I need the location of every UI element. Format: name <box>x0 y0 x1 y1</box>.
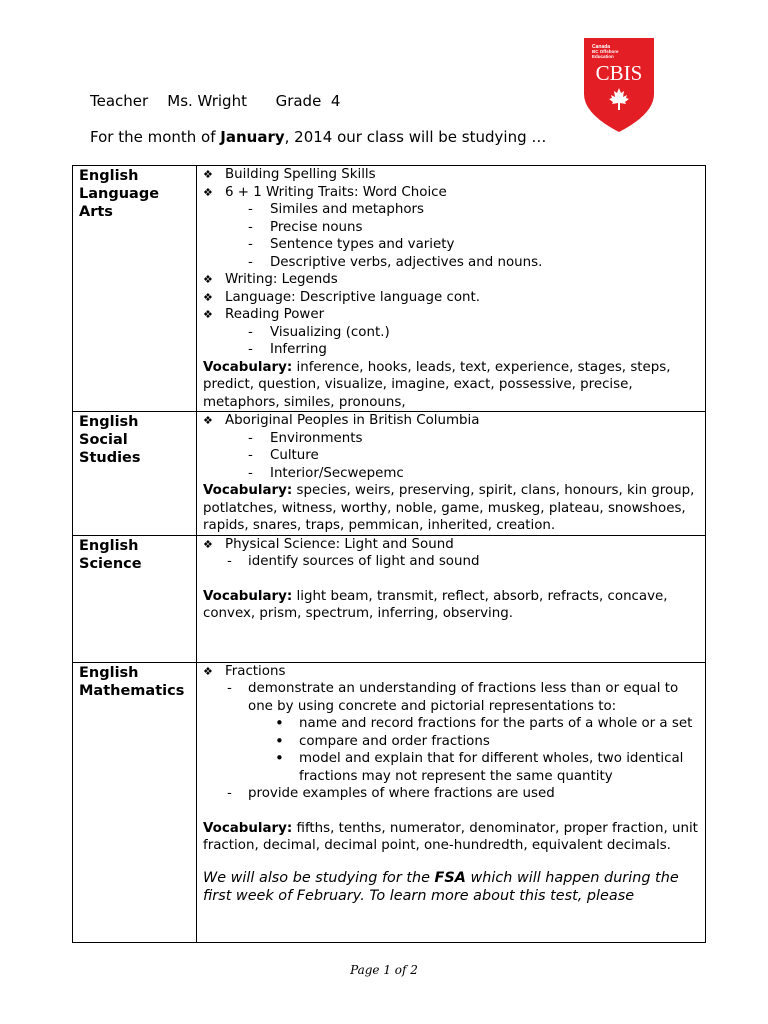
list-item: ❖ Reading Power <box>203 306 705 324</box>
list-item: ❖ Fractions <box>203 663 705 681</box>
content-cell <box>197 662 706 942</box>
list-item: ❖ Building Spelling Skills <box>203 166 705 184</box>
list-item: - Precise nouns <box>203 219 705 237</box>
page-number: Page 1 of 2 <box>350 963 418 977</box>
vocabulary: Vocabulary: inference, hooks, leads, text, experience, stages, steps, predict, question, visualize, imagine, exact, possessive, precise, metaphors, similes, pronouns, <box>203 359 671 410</box>
list-item: ❖ Writing: Legends <box>203 271 705 289</box>
list-item: ❖ Language: Descriptive language cont. <box>203 289 705 307</box>
list-item: - Inferring <box>203 341 705 359</box>
list-item: - Sentence types and variety <box>203 236 705 254</box>
teacher-label: Teacher <box>90 92 149 110</box>
svg-text:CBIS: CBIS <box>595 61 643 85</box>
grade-label: Grade <box>275 92 322 110</box>
list-item: • compare and order fractions <box>203 733 705 751</box>
list-item: - Interior/Secwepemc <box>203 465 705 483</box>
subject-cell: English Social Studies <box>73 412 197 536</box>
list-item: - identify sources of light and sound <box>203 553 705 571</box>
list-item: - Similes and metaphors <box>203 201 705 219</box>
subject-cell: English Language Arts <box>73 166 197 412</box>
svg-text:Canada: Canada <box>592 44 611 50</box>
content-cell <box>197 166 706 412</box>
list-item: • model and explain that for different wholes, two identical fractions may not represent the same quantity <box>203 750 705 785</box>
list-item: - Visualizing (cont.) <box>203 324 705 342</box>
list-item: ❖ Aboriginal Peoples in British Columbia <box>203 412 705 430</box>
month: January <box>220 128 285 146</box>
content-cell <box>197 535 706 662</box>
list-item: - provide examples of where fractions are used <box>203 785 705 803</box>
list-item: - Descriptive verbs, adjectives and nouns. <box>203 254 705 272</box>
svg-text:Education: Education <box>592 54 614 59</box>
subject-cell: English Mathematics <box>73 662 197 942</box>
vocabulary: Vocabulary: light beam, transmit, reflect, absorb, refracts, concave, convex, prism, spectrum, inferring, observing. <box>203 588 668 621</box>
list-item: ❖ Physical Science: Light and Sound <box>203 536 705 554</box>
vocabulary: Vocabulary: species, weirs, preserving, spirit, clans, honours, kin group, potlatches, witness, worthy, noble, game, muskeg, plateau, snowshoes, rapids, snares, traps, pemmican, inherited, creation. <box>203 483 695 533</box>
list-item: ❖ 6 + 1 Writing Traits: Word Choice <box>203 184 705 202</box>
subject-cell: English Science <box>73 535 197 662</box>
table-row <box>73 166 706 412</box>
table-row <box>73 412 706 536</box>
grade-value: 4 <box>330 92 341 110</box>
teacher-line <box>90 92 340 110</box>
content-cell <box>197 412 706 536</box>
curriculum-table <box>72 165 706 943</box>
cbis-logo <box>582 36 656 134</box>
intro-sentence: For the month of January, 2014 our class will be studying … <box>90 128 547 146</box>
table-row <box>73 662 706 942</box>
teacher-name: Ms. Wright <box>167 92 247 110</box>
fsa-note: We will also be studying for the FSA which will happen during the first week of February. To learn more about this test, please <box>203 869 679 904</box>
svg-text:BC Offshore: BC Offshore <box>592 49 619 54</box>
table-row <box>73 535 706 662</box>
vocabulary: Vocabulary: fifths, tenths, numerator, denominator, proper fraction, unit fraction, decimal, decimal point, one-hundredth, equivalent decimals. <box>203 820 698 853</box>
list-item: - Culture <box>203 447 705 465</box>
list-item: • name and record fractions for the parts of a whole or a set <box>203 715 705 733</box>
list-item: - Environments <box>203 430 705 448</box>
list-item: - demonstrate an understanding of fractions less than or equal to one by using concrete and pictorial representations to: <box>203 680 705 715</box>
